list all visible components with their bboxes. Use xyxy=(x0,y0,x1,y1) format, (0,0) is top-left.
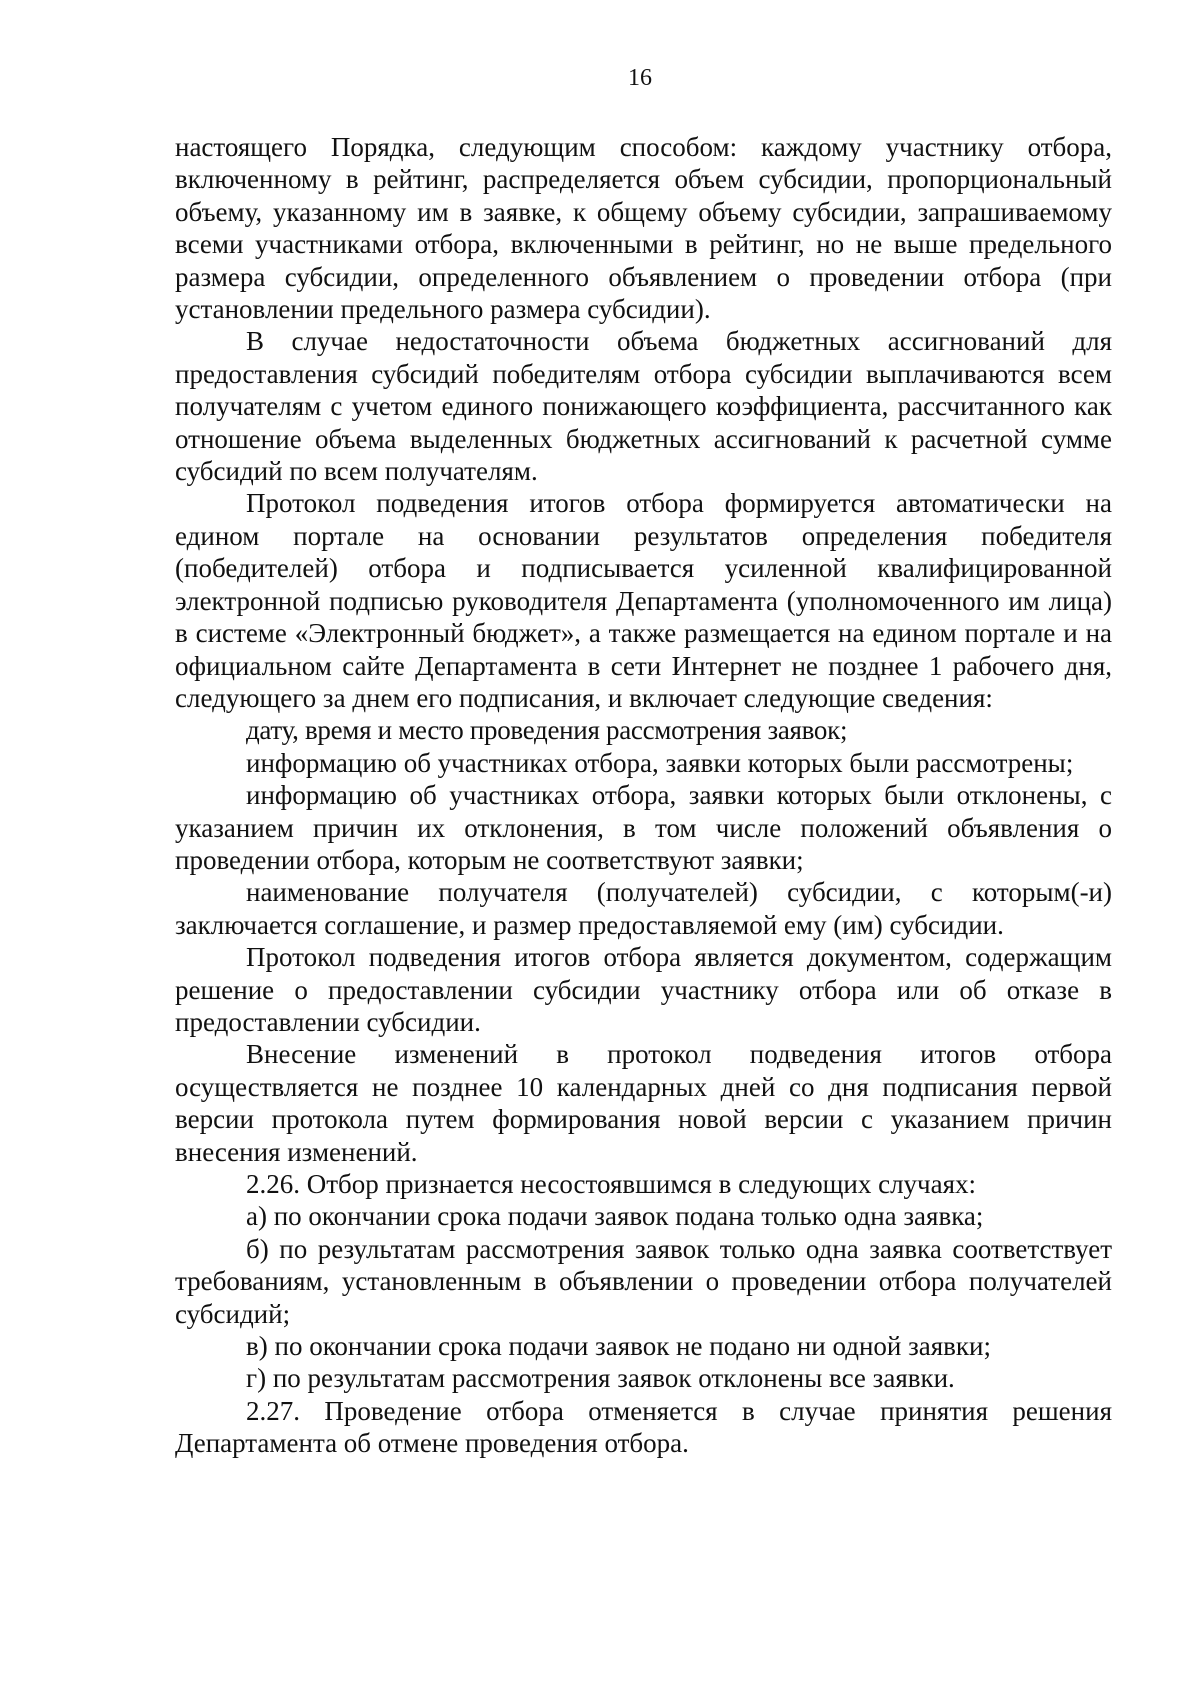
clause-2-27: 2.27. Проведение отбора отменяется в случае принятия решения Департамента об отмене проведения отбора. xyxy=(175,1395,1112,1459)
clause-2-26-v: в) по окончании срока подачи заявок не подано ни одной заявки; xyxy=(246,1331,991,1362)
list-item-participants-rejected: информацию об участниках отбора, заявки которых были отклонены, с указанием причин их отклонения, в том числе положений объявления о проведении отбора, которым не соответствуют заявки; xyxy=(175,780,1112,875)
paragraph-insufficient-budget: В случае недостаточности объема бюджетных ассигнований для предоставления субсидий победителям отбора субсидии выплачиваются всем получателям с учетом единого понижающего коэффициента, рассчитанного как отношение объема выделенных бюджетных ассигнований к расчетной сумме субсидий по всем получателям. xyxy=(175,326,1112,487)
paragraph-protocol-formation: Протокол подведения итогов отбора формируется автоматически на едином портале на основании результатов определения победителя (победителей) отбора и подписывается усиленной квалифицированной электронной подписью руководителя Департамента (уполномоченного им лица) в системе «Электронный бюджет», а также размещается на едином портале и на официальном сайте Департамента в сети Интернет не позднее 1 рабочего дня, следующего за днем его подписания, и включает следующие сведения: xyxy=(175,488,1112,713)
paragraph-protocol-document: Протокол подведения итогов отбора является документом, содержащим решение о предоставлении субсидии участнику отбора или об отказе в предоставлении субсидии. xyxy=(175,942,1112,1037)
clause-2-26-b: б) по результатам рассмотрения заявок только одна заявка соответствует требованиям, установленным в объявлении о проведении отбора получателей субсидий; xyxy=(175,1233,1112,1329)
paragraph-continuation: настоящего Порядка, следующим способом: каждому участнику отбора, включенному в рейтинг, распределяется объем субсидии, пропорциональный объему, указанному им в заявке, к общему объему субсидии, запрашиваемому всеми участниками отбора, включенными в рейтинг, но не выше предельного размера субсидии, определенного объявлением о проведении отбора (при установлении предельного размера субсидии). xyxy=(175,132,1112,325)
list-item-participants-reviewed: информацию об участниках отбора, заявки которых были рассмотрены; xyxy=(246,747,1074,778)
document-body xyxy=(175,131,1112,1460)
clause-2-26-a: а) по окончании срока подачи заявок подана только одна заявка; xyxy=(246,1201,984,1232)
clause-2-26-g: г) по результатам рассмотрения заявок отклонены все заявки. xyxy=(246,1363,955,1394)
paragraph-protocol-changes: Внесение изменений в протокол подведения итогов отбора осуществляется не позднее 10 календарных дней со дня подписания первой версии протокола путем формирования новой версии с указанием причин внесения изменений. xyxy=(175,1039,1112,1167)
list-item-recipient-name: наименование получателя (получателей) субсидии, с которым(-и) заключается соглашение, и размер предоставляемой ему (им) субсидии. xyxy=(175,877,1112,940)
list-item-date-time-place: дату, время и место проведения рассмотрения заявок; xyxy=(246,715,848,746)
clause-2-26: 2.26. Отбор признается несостоявшимся в следующих случаях: xyxy=(246,1169,977,1199)
page-number: 16 xyxy=(628,65,652,91)
